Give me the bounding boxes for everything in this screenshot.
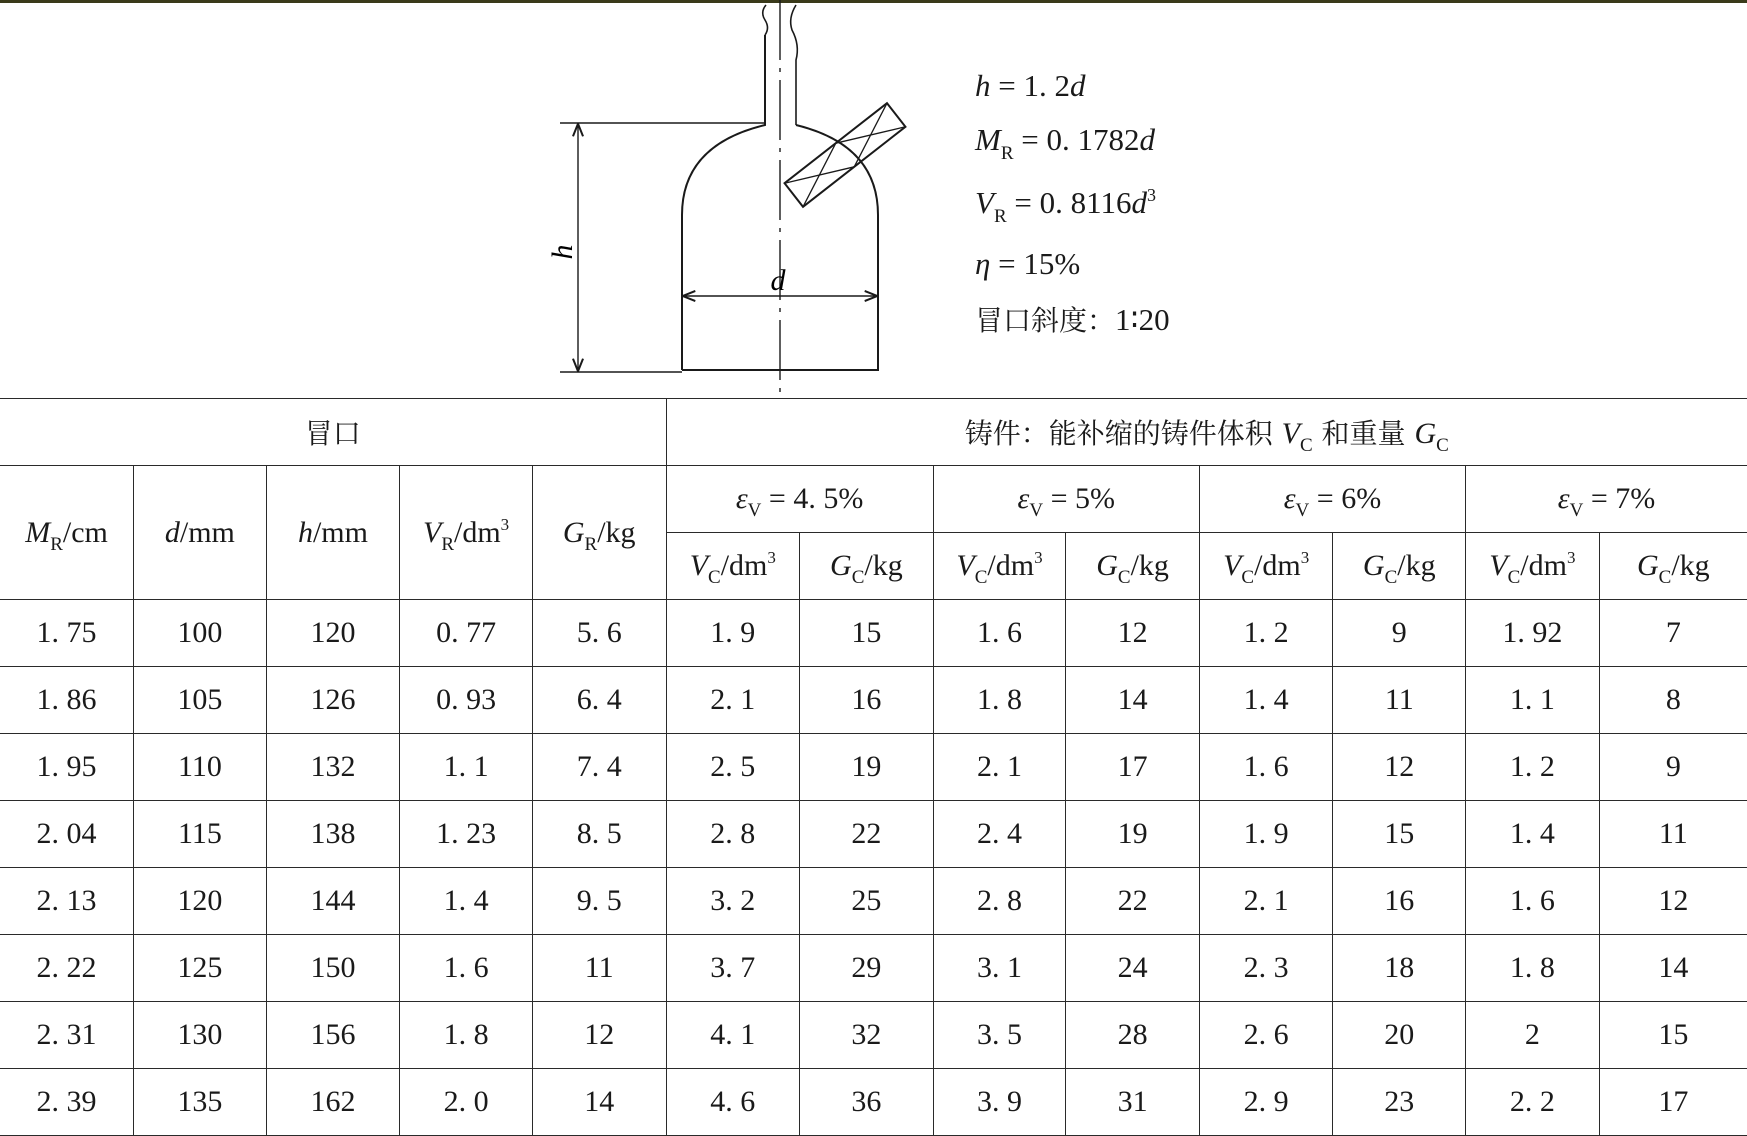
- riser-header: 冒口: [0, 399, 666, 466]
- table-cell: 31: [1066, 1069, 1200, 1136]
- table-cell: 100: [134, 600, 267, 667]
- table-cell: 144: [266, 868, 400, 935]
- table-cell: 2. 1: [933, 734, 1066, 801]
- table-cell: 2. 0: [400, 1069, 533, 1136]
- casting-header: 铸件：能补缩的铸件体积 $V_C$ 和重量 $G_C$: [666, 399, 1747, 466]
- table-cell: 2. 8: [666, 801, 800, 868]
- table-cell: 138: [266, 801, 400, 868]
- table-row: [0, 868, 1747, 935]
- table-cell: 2. 39: [0, 1069, 134, 1136]
- table-cell: 1. 1: [400, 734, 533, 801]
- table-cell: 2. 2: [1466, 1069, 1600, 1136]
- table-cell: 1. 9: [1199, 801, 1333, 868]
- table-cell: 1. 4: [400, 868, 533, 935]
- table-cell: 0. 93: [400, 667, 533, 734]
- table-cell: 120: [266, 600, 400, 667]
- table-cell: 1. 4: [1199, 667, 1333, 734]
- break-line-left: [763, 5, 768, 35]
- table-row: [0, 935, 1747, 1002]
- formula-eta: η = 15%: [975, 246, 1081, 281]
- table-cell: 1. 8: [1466, 935, 1600, 1002]
- table-cell: 23: [1333, 1069, 1466, 1136]
- unit-header-gc-3: $G_C/kg$: [1333, 533, 1466, 600]
- unit-header-gc-1: $G_C/kg$: [800, 533, 934, 600]
- table-cell: 3. 5: [933, 1002, 1066, 1069]
- table-cell: 156: [266, 1002, 400, 1069]
- table-cell: 9. 5: [532, 868, 666, 935]
- table-cell: 1. 6: [933, 600, 1066, 667]
- table-cell: 16: [800, 667, 934, 734]
- d-label: d: [770, 264, 786, 297]
- table-cell: 1. 6: [1466, 868, 1600, 935]
- table-cell: 18: [1333, 935, 1466, 1002]
- table-cell: 2. 8: [933, 868, 1066, 935]
- eps-header-4: $\varepsilon_V = 7\%$: [1466, 466, 1747, 533]
- table-row: [0, 600, 1747, 667]
- table-cell: 22: [800, 801, 934, 868]
- table-row: [0, 1002, 1747, 1069]
- table-cell: 2. 04: [0, 801, 134, 868]
- table-cell: 9: [1599, 734, 1747, 801]
- table-cell: 8: [1599, 667, 1747, 734]
- table-cell: 11: [532, 935, 666, 1002]
- table-cell: 14: [532, 1069, 666, 1136]
- table-cell: 1. 1: [1466, 667, 1600, 734]
- table-cell: 20: [1333, 1002, 1466, 1069]
- eps-header-3: $\varepsilon_V = 6\%$: [1199, 466, 1465, 533]
- table-cell: 162: [266, 1069, 400, 1136]
- table-cell: 2. 6: [1199, 1002, 1333, 1069]
- table-cell: 8. 5: [532, 801, 666, 868]
- break-line-right: [791, 5, 798, 125]
- table-cell: 12: [1599, 868, 1747, 935]
- table-cell: 15: [800, 600, 934, 667]
- table-cell: 1. 75: [0, 600, 134, 667]
- table-cell: 9: [1333, 600, 1466, 667]
- table-cell: 1. 4: [1466, 801, 1600, 868]
- table-cell: 1. 8: [933, 667, 1066, 734]
- table-cell: 4. 6: [666, 1069, 800, 1136]
- table-cell: 32: [800, 1002, 934, 1069]
- table-cell: 125: [134, 935, 267, 1002]
- unit-header-vc-4: $V_C/dm^3$: [1466, 533, 1600, 600]
- unit-header-vc-2: $V_C/dm^3$: [933, 533, 1066, 600]
- table-cell: 3. 9: [933, 1069, 1066, 1136]
- table-cell: 11: [1599, 801, 1747, 868]
- table-cell: 3. 1: [933, 935, 1066, 1002]
- table-cell: 2. 22: [0, 935, 134, 1002]
- gate-bar: [785, 103, 906, 207]
- formula-vr: $V_R = 0$. $8116d^3$: [975, 185, 1156, 227]
- table-cell: 1. 23: [400, 801, 533, 868]
- col-header-mr: $M_R/cm$: [0, 466, 134, 600]
- table-row: [0, 801, 1747, 868]
- table-cell: 1. 9: [666, 600, 800, 667]
- table-cell: 29: [800, 935, 934, 1002]
- table-cell: 24: [1066, 935, 1200, 1002]
- table-cell: 2. 13: [0, 868, 134, 935]
- table-cell: 15: [1599, 1002, 1747, 1069]
- table-cell: 19: [800, 734, 934, 801]
- table-cell: 17: [1599, 1069, 1747, 1136]
- table-cell: 6. 4: [532, 667, 666, 734]
- table-cell: 14: [1066, 667, 1200, 734]
- table-cell: 19: [1066, 801, 1200, 868]
- table-cell: 1. 2: [1466, 734, 1600, 801]
- table-cell: 130: [134, 1002, 267, 1069]
- table-cell: 14: [1599, 935, 1747, 1002]
- table-cell: 2. 1: [666, 667, 800, 734]
- col-header-d: d/mm: [134, 466, 267, 600]
- table-cell: 11: [1333, 667, 1466, 734]
- table-cell: 3. 2: [666, 868, 800, 935]
- table-cell: 135: [134, 1069, 267, 1136]
- table-cell: 16: [1333, 868, 1466, 935]
- table-cell: 115: [134, 801, 267, 868]
- table-cell: 126: [266, 667, 400, 734]
- table-cell: 17: [1066, 734, 1200, 801]
- riser-outline: [682, 35, 765, 370]
- h-label: h: [546, 244, 579, 260]
- formula-slope: 冒口斜度：1∶20: [975, 302, 1170, 337]
- unit-header-vc-1: $V_C/dm^3$: [666, 533, 800, 600]
- table-cell: 12: [1066, 600, 1200, 667]
- unit-header-gc-2: $G_C/kg$: [1066, 533, 1200, 600]
- table-cell: 1. 6: [400, 935, 533, 1002]
- riser-diagram: [0, 0, 1747, 400]
- table-cell: 25: [800, 868, 934, 935]
- table-cell: 28: [1066, 1002, 1200, 1069]
- formula-h: h = 1. 2d: [975, 68, 1086, 103]
- table-cell: 150: [266, 935, 400, 1002]
- table-cell: 1. 6: [1199, 734, 1333, 801]
- table-cell: 110: [134, 734, 267, 801]
- table-row: [0, 667, 1747, 734]
- table-cell: 4. 1: [666, 1002, 800, 1069]
- table-cell: 1. 86: [0, 667, 134, 734]
- eps-header-2: $\varepsilon_V = 5\%$: [933, 466, 1199, 533]
- table-cell: 1. 92: [1466, 600, 1600, 667]
- table-row: [0, 734, 1747, 801]
- table-cell: 7: [1599, 600, 1747, 667]
- table-cell: 7. 4: [532, 734, 666, 801]
- table-cell: 5. 6: [532, 600, 666, 667]
- unit-header-gc-4: $G_C/kg$: [1599, 533, 1747, 600]
- riser-casting-table: [0, 398, 1747, 1136]
- table-cell: 132: [266, 734, 400, 801]
- table-cell: 36: [800, 1069, 934, 1136]
- table-cell: 2: [1466, 1002, 1600, 1069]
- table-cell: 2. 1: [1199, 868, 1333, 935]
- table-cell: 12: [1333, 734, 1466, 801]
- table-cell: 12: [532, 1002, 666, 1069]
- table-cell: 2. 4: [933, 801, 1066, 868]
- table-cell: 3. 7: [666, 935, 800, 1002]
- unit-header-vc-3: $V_C/dm^3$: [1199, 533, 1333, 600]
- table-cell: 0. 77: [400, 600, 533, 667]
- table-cell: 2. 31: [0, 1002, 134, 1069]
- table-cell: 15: [1333, 801, 1466, 868]
- table-cell: 2. 9: [1199, 1069, 1333, 1136]
- table-cell: 1. 2: [1199, 600, 1333, 667]
- table-cell: 2. 3: [1199, 935, 1333, 1002]
- table-cell: 120: [134, 868, 267, 935]
- table-cell: 2. 5: [666, 734, 800, 801]
- table-cell: 105: [134, 667, 267, 734]
- col-header-h: h/mm: [266, 466, 400, 600]
- table-row: [0, 1069, 1747, 1136]
- col-header-gr: $G_R/kg$: [532, 466, 666, 600]
- table-cell: 1. 95: [0, 734, 134, 801]
- table-cell: 22: [1066, 868, 1200, 935]
- formula-mr: $M_R = 0$. 1782d: [975, 122, 1155, 164]
- col-header-vr: $V_R/dm^3$: [400, 466, 533, 600]
- eps-header-1: $\varepsilon_V = 4$. 5%: [666, 466, 933, 533]
- table-cell: 1. 8: [400, 1002, 533, 1069]
